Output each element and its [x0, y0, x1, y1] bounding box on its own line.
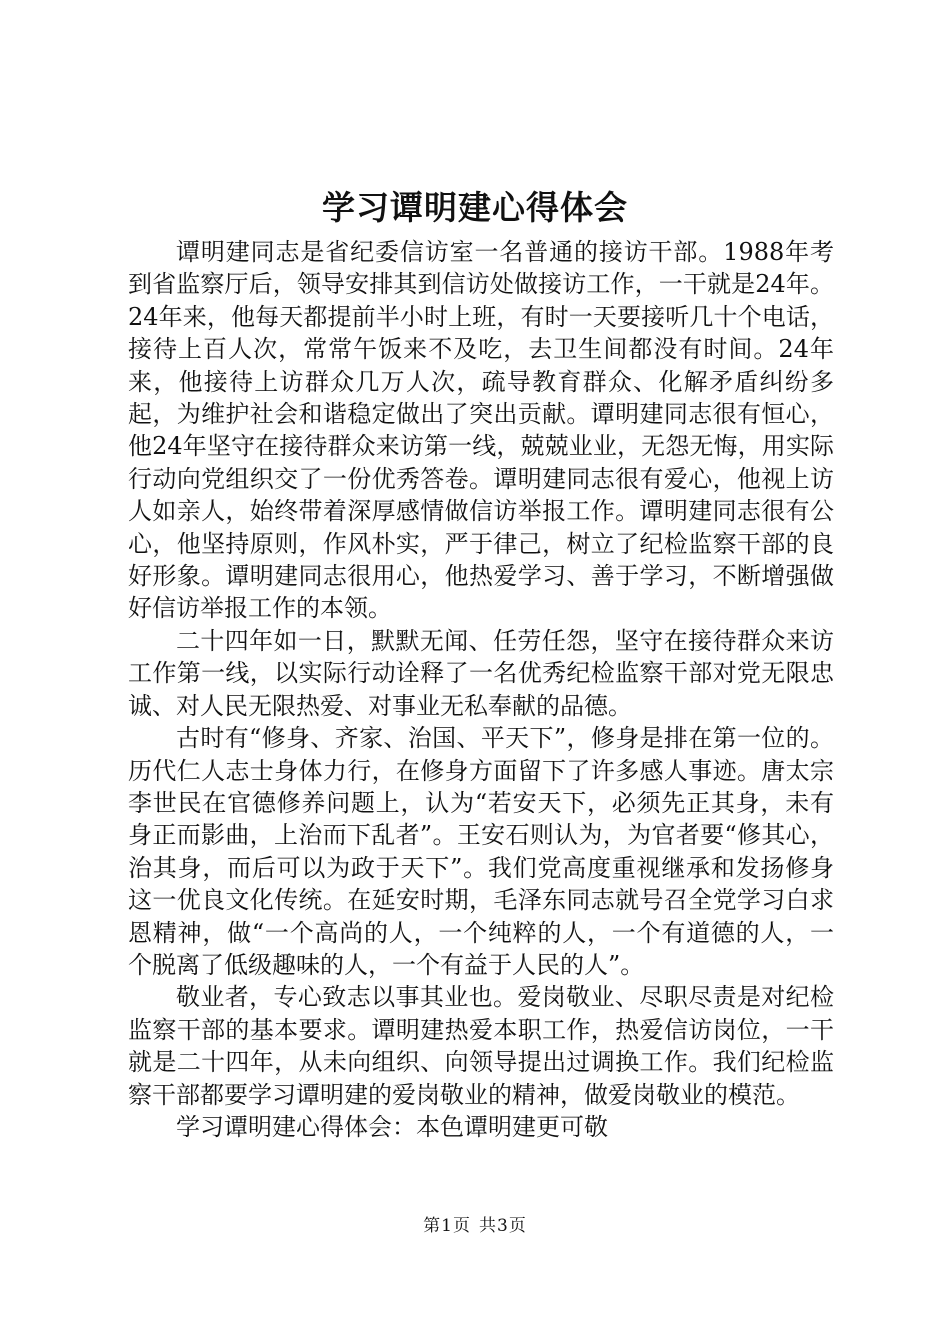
page-number-total: 共3页	[479, 1216, 527, 1236]
document-body	[128, 236, 834, 1143]
paragraph-3: 古时有“修身、齐家、治国、平天下”，修身是排在第一位的。历代仁人志士身体力行，在修身方面留下了许多感人事迹。唐太宗李世民在官德修养问题上，认为“若安天下，必须先正其身，未有身正而影曲，上治而下乱者”。王安石则认为，为官者要“修其心，治其身，而后可以为政于天下”。我们党高度重视继承和发扬修身这一优良文化传统。在延安时期，毛泽东同志就号召全党学习白求恩精神，做“一个高尚的人，一个纯粹的人，一个有道德的人，一个脱离了低级趣味的人，一个有益于人民的人”。	[128, 724, 834, 979]
paragraph-1: 谭明建同志是省纪委信访室一名普通的接访干部。1988年考到省监察厅后，领导安排其到信访处做接访工作，一干就是24年。24年来，他每天都提前半小时上班，有时一天要接听几十个电话，接待上百人次，常常午饭来不及吃，去卫生间都没有时间。24年来，他接待上访群众几万人次，疏导教育群众、化解矛盾纠纷多起，为维护社会和谐稳定做出了突出贡献。谭明建同志很有恒心，他24年坚守在接待群众来访第一线，兢兢业业，无怨无悔，用实际行动向党组织交了一份优秀答卷。谭明建同志很有爱心，他视上访人如亲人，始终带着深厚感情做信访举报工作。谭明建同志很有公心，他坚持原则，作风朴实，严于律己，树立了纪检监察干部的良好形象。谭明建同志很用心，他热爱学习、善于学习，不断增强做好信访举报工作的本领。	[128, 238, 834, 623]
document-title: 学习谭明建心得体会	[322, 188, 628, 227]
page-number-current: 第1页	[423, 1216, 471, 1236]
paragraph-5: 学习谭明建心得体会：本色谭明建更可敬	[176, 1112, 608, 1141]
paragraph-4: 敬业者，专心致志以事其业也。爱岗敬业、尽职尽责是对纪检监察干部的基本要求。谭明建热爱本职工作，热爱信访岗位，一干就是二十四年，从未向组织、向领导提出过调换工作。我们纪检监察干部都要学习谭明建的爱岗敬业的精神，做爱岗敬业的模范。	[128, 983, 834, 1109]
page-footer	[0, 1214, 950, 1238]
paragraph-2: 二十四年如一日，默默无闻、任劳任怨，坚守在接待群众来访工作第一线，以实际行动诠释了一名优秀纪检监察干部对党无限忠诚、对人民无限热爱、对事业无私奉献的品德。	[128, 626, 834, 720]
